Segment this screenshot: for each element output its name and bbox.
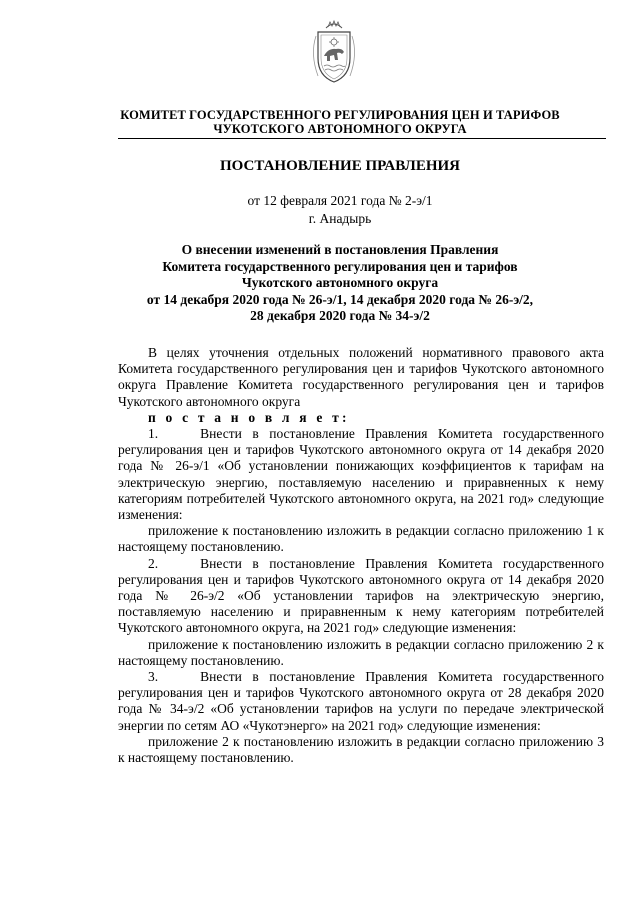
title-line: О внесении изменений в постановления Правления <box>181 242 499 257</box>
chukotka-coat-of-arms-icon <box>304 18 364 88</box>
header-divider <box>118 138 606 139</box>
title-line: Комитета государственного регулирования цен и тарифов <box>162 258 518 274</box>
title-line: от 14 декабря 2020 года № 26-э/1, 14 декабря 2020 года № 26-э/2, <box>146 291 534 307</box>
resolution-item-2: 2. Внести в постановление Правления Комитета государственного регулирования цен и тарифов Чукотского автономного округа от 14 декабря 2020 года № 26-э/2 «Об установлении тарифов на электрическую энергию, поставляемую населению и приравненным к нему категориям потребителей Чукотского автономного округа, на 2021 год» следующие изменения: <box>118 555 604 636</box>
resolution-item-2-change: приложение к постановлению изложить в редакции согласно приложению 2 к настоящему постановлению. <box>118 636 604 668</box>
preamble-paragraph: В целях уточнения отдельных положений нормативного правового акта Комитета государственного регулирования цен и тарифов Чукотского автономного округа Правление Комитета государственного регулирования цен и тарифов Чукотского автономного округа <box>118 345 604 409</box>
organization-name-line2: ЧУКОТСКОГО АВТОНОМНОГО ОКРУГА <box>213 122 467 136</box>
resolution-item-3: 3. Внести в постановление Правления Комитета государственного регулирования цен и тарифов Чукотского автономного округа от 28 декабря 2020 года № 34-э/2 «Об установлении тарифов на услуги по передаче электрической энергии по сетям АО «Чукотэнерго» на 2021 год» следующие изменения: <box>118 669 604 733</box>
resolution-item-3-change: приложение 2 к постановлению изложить в редакции согласно приложению 3 к настоящему постановлению. <box>118 733 604 766</box>
document-type: ПОСТАНОВЛЕНИЕ ПРАВЛЕНИЯ <box>219 158 460 174</box>
resolution-item-1: 1. Внести в постановление Правления Комитета государственного регулирования цен и тарифов Чукотского автономного округа от 14 декабря 2020 года № 26-э/1 «Об установлении понижающих коэффициентов к тарифам на электрическую энергию, поставляемую населению и приравненных к нему категориям потребителей Чукотского автономного округа, на 2021 год» следующие изменения: <box>118 426 604 523</box>
document-city: г. Анадырь <box>308 211 372 226</box>
title-line: Чукотского автономного округа <box>241 275 439 290</box>
title-line: 28 декабря 2020 года № 34-э/2 <box>250 308 430 323</box>
resolves-word: п о с т а н о в л я е т: <box>148 409 350 425</box>
document-title <box>100 242 580 325</box>
resolution-item-1-change: приложение к постановлению изложить в редакции согласно приложению 1 к настоящему постановлению. <box>118 523 604 555</box>
document-date-number: от 12 февраля 2021 года № 2-э/1 <box>247 193 433 208</box>
organization-name-line1: КОМИТЕТ ГОСУДАРСТВЕННОГО РЕГУЛИРОВАНИЯ ЦЕН И ТАРИФОВ <box>120 108 560 122</box>
document-body <box>118 345 604 766</box>
